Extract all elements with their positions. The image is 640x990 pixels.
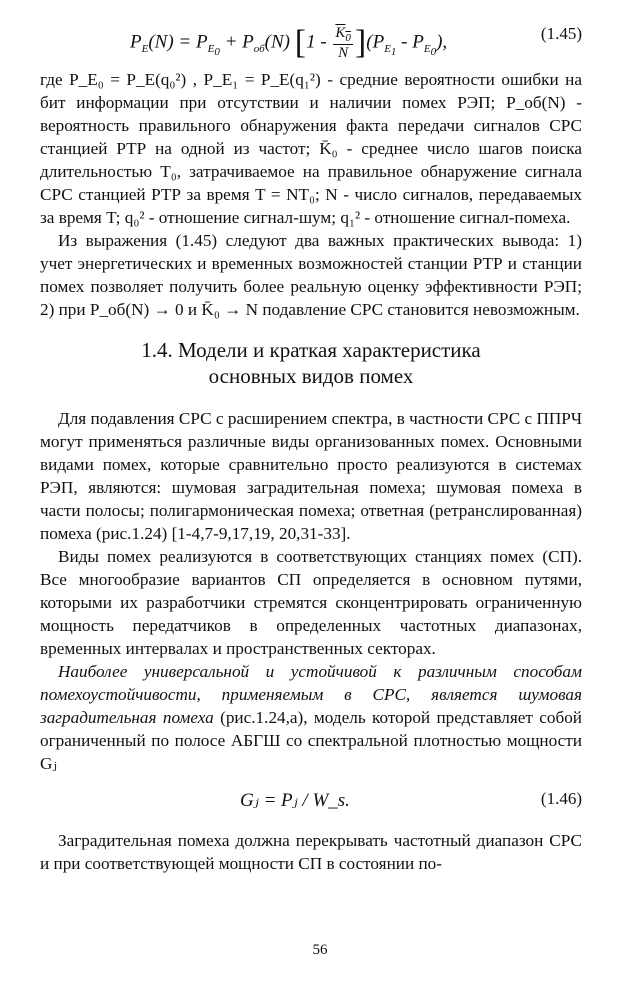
eq-close: ), — [436, 31, 448, 53]
eq-part-c: (N) — [264, 31, 290, 53]
eq-frac-num: K — [335, 24, 346, 41]
left-bracket: [ — [294, 24, 307, 61]
eq-frac-den: N — [338, 44, 349, 61]
paragraph-final: Заградительная помеха должна перекрывать частотный диапазон СРС и при соответствующей мощности СП в состоянии по- — [40, 831, 582, 873]
equation-1-46 — [40, 775, 582, 829]
equation-1-46-number: (1.46) — [540, 789, 582, 808]
eq-lhs: P — [130, 31, 142, 53]
equation-1-45-body: $P_E(N) = P_{E_0} + P_{об}(N)$ [1 - $\frac{K_0}{N}$ ]$(P_{E_1} - P_{E_0})$, — [130, 24, 448, 61]
section-title-line2: основных видов помех — [208, 364, 414, 388]
equation-number: (1.45) — [540, 24, 582, 43]
eq-minus: - P — [396, 31, 424, 53]
paragraph-definitions: где P_E₀ = P_E(q₀²) , P_E₁ = P_E(q₁²) - средние вероятности ошибки на бит информации при отсутствии и наличии помех РЭП; P_об(N) - вероятность правильного обнаружения факта передачи сигналов СРС станцией РТР на одной из частот; K̄₀ - среднее число шагов поиска длительностью T₀, затрачиваемое на правильное обнаружение сигнала СРС станцией РТР за время T = NT₀; N - число сигналов, передаваемых за время T; q₀² - отношение сигнал-шум; q₁² - отношение сигнал-помеха. — [40, 70, 582, 227]
section-title-line1: 1.4. Модели и краткая характеристика — [141, 338, 481, 362]
page-number: 56 — [312, 942, 328, 958]
paragraph-conclusions: Из выражения (1.45) следуют два важных практических вывода: 1) учет энергетических и временных возможностей станции РТР и станции помех позволяет получить более реальную оценку эффективности РЭП; 2) при P_об(N) → 0 и K̄₀ → N подавление СРС становится невозможным. — [40, 231, 582, 319]
equation-1-46-body: Gⱼ = Pⱼ / W_s. — [240, 790, 350, 811]
paragraph-rest-part: (рис.1.24,а), модель которой представляет собой ограниченный по полосе АБГШ со спектральной плотностью мощности Gⱼ — [40, 708, 582, 773]
eq-one-minus: 1 - — [306, 31, 332, 53]
page-content — [40, 10, 582, 875]
eq-part-b: + P — [219, 31, 254, 53]
paragraph-barrage-jamming — [40, 660, 582, 775]
eq-part-a: (N) = P — [148, 31, 208, 53]
equation-1-45 — [40, 10, 582, 68]
paragraph-jammer-stations: Виды помех реализуются в соответствующих станциях помех (СП). Все многообразие вариантов СП определяется в основном путями, которыми их разработчики стремятся сконцентрировать ограниченную мощность передатчиков в определенных частотных диапазонах, временных интервалах и пространственных секторах. — [40, 547, 582, 658]
paragraph-jamming-types: Для подавления СРС с расширением спектра, в частности СРС с ППРЧ могут применяться различные виды организованных помех. Основными видами помех, которые сравнительно просто реализуются в системах РЭП, являются: шумовая заградительная помеха; шумовая помеха в части полосы; полигармоническая помеха; ответная (ретранслированная) помеха (рис.1.24) [1-4,7-9,17,19, 20,31-33]. — [40, 409, 582, 543]
eq-fraction: $\frac{K_0}{N}$ — [335, 24, 351, 61]
eq-tail: (P — [366, 31, 385, 53]
right-bracket: ] — [354, 24, 367, 61]
paragraph-italic-part: Наиболее универсальной и устойчивой к различным способам помехоустойчивости, применяемым в СРС, является шумовая заградительная помеха — [40, 662, 582, 727]
section-title — [40, 337, 582, 389]
